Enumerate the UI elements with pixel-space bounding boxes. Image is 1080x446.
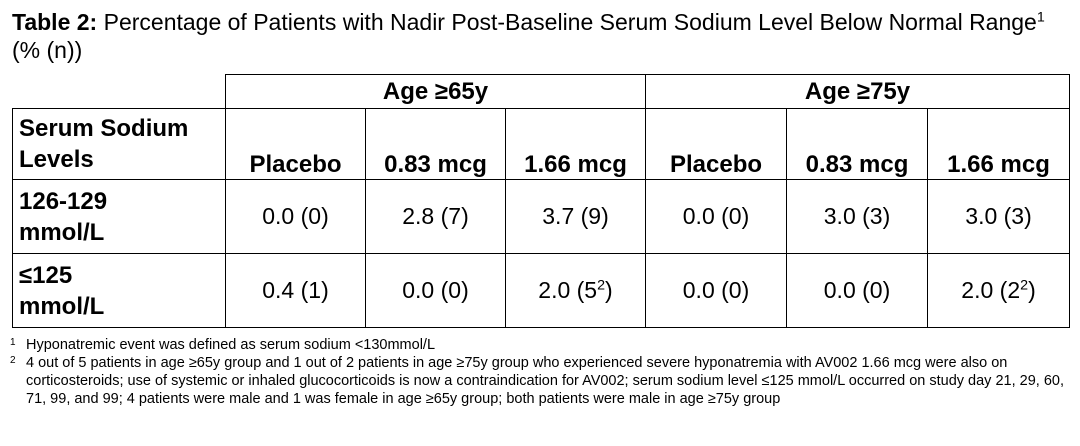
cell-suffix: ) bbox=[1028, 277, 1036, 303]
footnote-text: Hyponatremic event was defined as serum sodium <130mmol/L bbox=[26, 337, 436, 353]
row-label-line-2: mmol/L bbox=[19, 292, 105, 320]
row-label bbox=[13, 180, 226, 254]
table-cell: 3.0 (3) bbox=[787, 180, 928, 254]
row-label-line-1: ≤125 bbox=[19, 261, 73, 289]
cell-suffix: ) bbox=[605, 277, 613, 303]
cell-footnote-ref: 2 bbox=[597, 277, 606, 294]
cell-footnote-ref: 2 bbox=[1020, 277, 1029, 294]
table-cell bbox=[506, 254, 646, 328]
row-header-line-1: Serum Sodium bbox=[19, 115, 189, 142]
col-header-placebo-75: Placebo bbox=[646, 109, 787, 180]
footnotes bbox=[10, 336, 1070, 408]
col-header-166-65: 1.66 mcg bbox=[506, 109, 646, 180]
column-header-row bbox=[13, 109, 1070, 180]
caption-text: Percentage of Patients with Nadir Post-Baseline Serum Sodium Level Below Normal Range bbox=[103, 9, 1037, 35]
row-label-line-1: 126-129 bbox=[19, 187, 108, 215]
table-cell: 2.8 (7) bbox=[366, 180, 506, 254]
footnote-text: 4 out of 5 patients in age ≥65y group and 1 out of 2 patients in age ≥75y group who experienced severe hyponatremia with AV002 1.66 mcg were also on corticosteroids; use of systemic or inhaled glucocorticoids is now a contraindication for AV002; serum sodium level ≤125 mmol/L occurred on study day 21, 29, 60, 71, 99, and 99; 4 patients were male and 1 was female in age ≥65y group; both patients were male in age ≥75y group bbox=[26, 355, 1064, 407]
cell-value: 2.0 (2 bbox=[961, 277, 1021, 303]
group-header-blank bbox=[13, 75, 226, 109]
table-cell: 3.0 (3) bbox=[928, 180, 1070, 254]
group-header-age75: Age ≥75y bbox=[646, 75, 1070, 109]
col-header-placebo-65: Placebo bbox=[226, 109, 366, 180]
footnote-mark: 2 bbox=[10, 355, 16, 366]
table-cell: 0.0 (0) bbox=[366, 254, 506, 328]
col-header-083-75: 0.83 mcg bbox=[787, 109, 928, 180]
row-label bbox=[13, 254, 226, 328]
group-header-age65: Age ≥65y bbox=[226, 75, 646, 109]
table-cell: 3.7 (9) bbox=[506, 180, 646, 254]
caption-suffix: (% (n)) bbox=[12, 37, 83, 63]
table-row bbox=[13, 254, 1070, 328]
table-cell: 0.0 (0) bbox=[646, 254, 787, 328]
caption-footnote-ref: 1 bbox=[1036, 9, 1045, 26]
sodium-table bbox=[12, 74, 1070, 328]
footnote-mark: 1 bbox=[10, 337, 16, 348]
footnote bbox=[10, 354, 1070, 408]
footnote bbox=[10, 336, 1070, 354]
group-header-row bbox=[13, 75, 1070, 109]
row-label-line-2: mmol/L bbox=[19, 218, 105, 246]
col-header-166-75: 1.66 mcg bbox=[928, 109, 1070, 180]
table-caption bbox=[12, 8, 1062, 64]
table-cell: 0.0 (0) bbox=[787, 254, 928, 328]
row-header-title bbox=[13, 109, 226, 180]
col-header-083-65: 0.83 mcg bbox=[366, 109, 506, 180]
caption-label: Table 2: bbox=[12, 9, 98, 35]
table-row bbox=[13, 180, 1070, 254]
row-header-line-2: Levels bbox=[19, 146, 94, 173]
cell-value: 2.0 (5 bbox=[538, 277, 598, 303]
table-cell: 0.4 (1) bbox=[226, 254, 366, 328]
table-cell bbox=[928, 254, 1070, 328]
table-cell: 0.0 (0) bbox=[226, 180, 366, 254]
table-cell: 0.0 (0) bbox=[646, 180, 787, 254]
